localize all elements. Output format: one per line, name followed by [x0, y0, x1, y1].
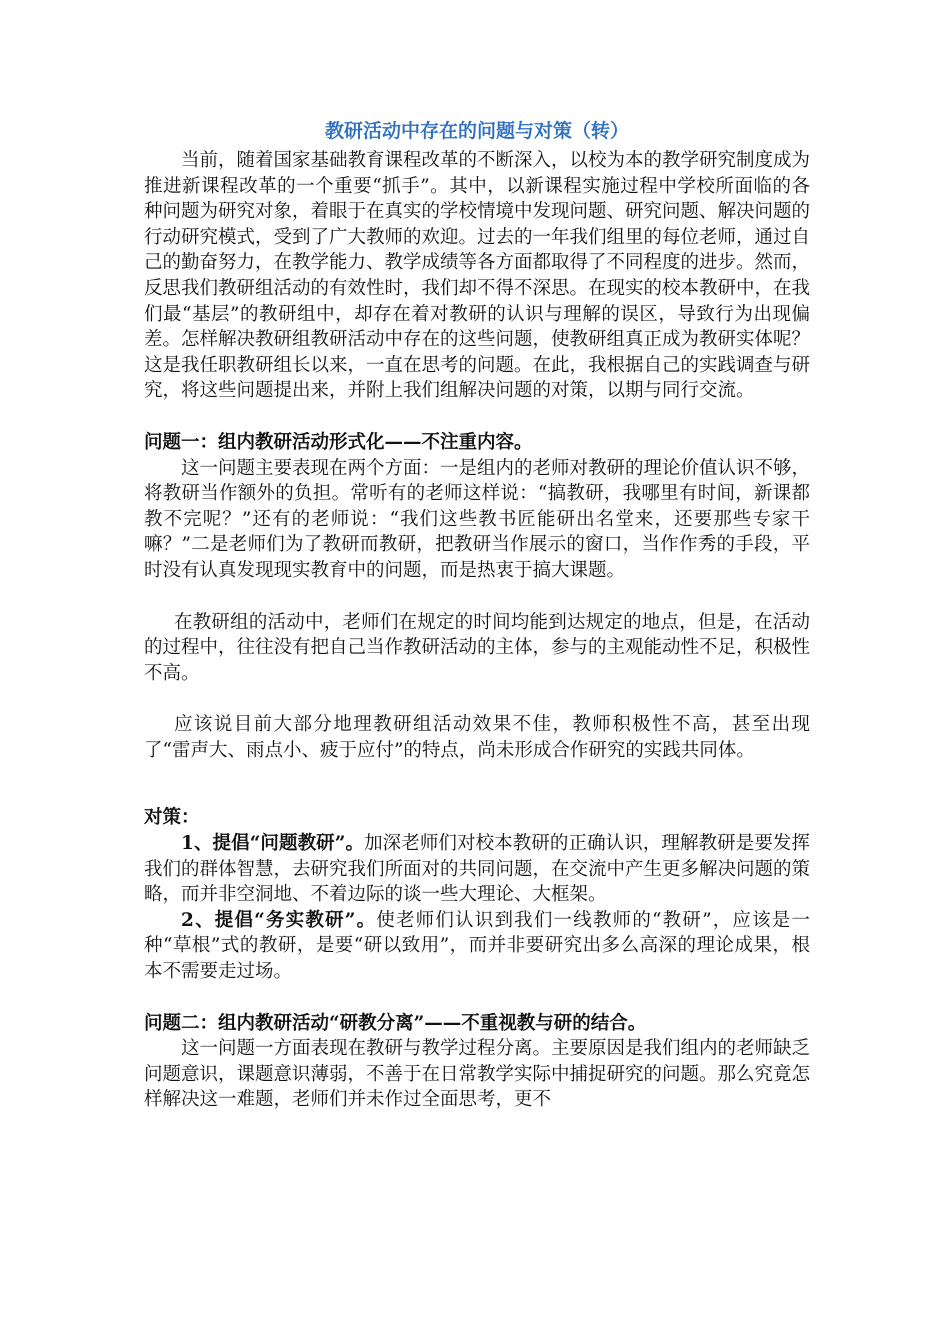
- countermeasure-1-text: 加深老师们对校本教研的正确认识，理解教研是要发挥我们的群体智慧，去研究我们所面对的共同问题，在交流中产生更多解决问题的策略，而并非空洞地、不着边际的谈一些大理论、大框架。: [144, 833, 811, 906]
- countermeasures-label: 对策：: [144, 807, 200, 829]
- problem-2-heading: 问题二：组内教研活动“研教分离”——不重视教与研的结合。: [144, 1012, 647, 1034]
- countermeasure-item-1: [144, 831, 810, 908]
- problem-1-paragraph-3: 应该说目前大部分地理教研组活动效果不佳，教师积极性不高，甚至出现了“雷声大、雨点小、疲于应付”的特点，尚未形成合作研究的实践共同体。: [144, 714, 810, 761]
- problem-2-paragraph-1: 这一问题一方面表现在教研与教学过程分离。主要原因是我们组内的老师缺乏问题意识，课题意识薄弱，不善于在日常教学实际中捕捉研究的问题。那么究竟怎样解决这一难题，老师们并未作过全面思考，更不: [144, 1038, 811, 1111]
- problem-1-paragraph-1: 这一问题主要表现在两个方面：一是组内的老师对教研的理论价值认识不够，将教研当作额外的负担。常听有的老师这样说：“搞教研，我哪里有时间，新课都教不完呢？”还有的老师说：“我们这些教书匠能研出名堂来，还要那些专家干嘛？”二是老师们为了教研而教研，把教研当作展示的窗口，当作作秀的手段，平时没有认真发现现实教育中的问题，而是热衷于搞大课题。: [144, 457, 811, 581]
- problem-1-paragraph-2: 在教研组的活动中，老师们在规定的时间均能到达规定的地点，但是，在活动的过程中，往往没有把自己当作教研活动的主体，参与的主观能动性不足，积极性不高。: [144, 611, 811, 684]
- intro-paragraph: 当前，随着国家基础教育课程改革的不断深入，以校为本的教学研究制度成为推进新课程改革的一个重要“抓手”。其中，以新课程实施过程中学校所面临的各种问题为研究对象，着眼于在真实的学校情境中发现问题、研究问题、解决问题的行动研究模式，受到了广大教师的欢迎。过去的一年我们组里的每位老师，通过自己的勤奋努力，在教学能力、教学成绩等各方面都取得了不同程度的进步。然而，反思我们教研组活动的有效性时，我们却不得不深思。在现实的校本教研中，在我们最“基层”的教研组中，却存在着对教研的认识与理解的误区，导致行为出现偏差。怎样解决教研组教研活动中存在的这些问题，使教研组真正成为教研实体呢？这是我任职教研组长以来，一直在思考的问题。在此，我根据自己的实践调查与研究，将这些问题提出来，并附上我们组解决问题的对策，以期与同行交流。: [144, 150, 811, 402]
- document-page: [144, 118, 810, 1113]
- problem-1-heading: 问题一：组内教研活动形式化——不注重内容。: [144, 431, 533, 453]
- countermeasure-1-lead: 1、提倡“问题教研”。: [181, 833, 365, 855]
- countermeasure-item-2: [144, 908, 810, 985]
- countermeasure-2-text: 使老师们认识到我们一线教师的“教研”，应该是一种“草根”式的教研，是要“研以致用”，而并非要研究出多么高深的理论成果，根本不需要走过场。: [144, 909, 810, 983]
- countermeasure-2-lead: 2、提倡“务实教研”。: [181, 909, 377, 931]
- document-title: 教研活动中存在的问题与对策（转）: [324, 120, 629, 142]
